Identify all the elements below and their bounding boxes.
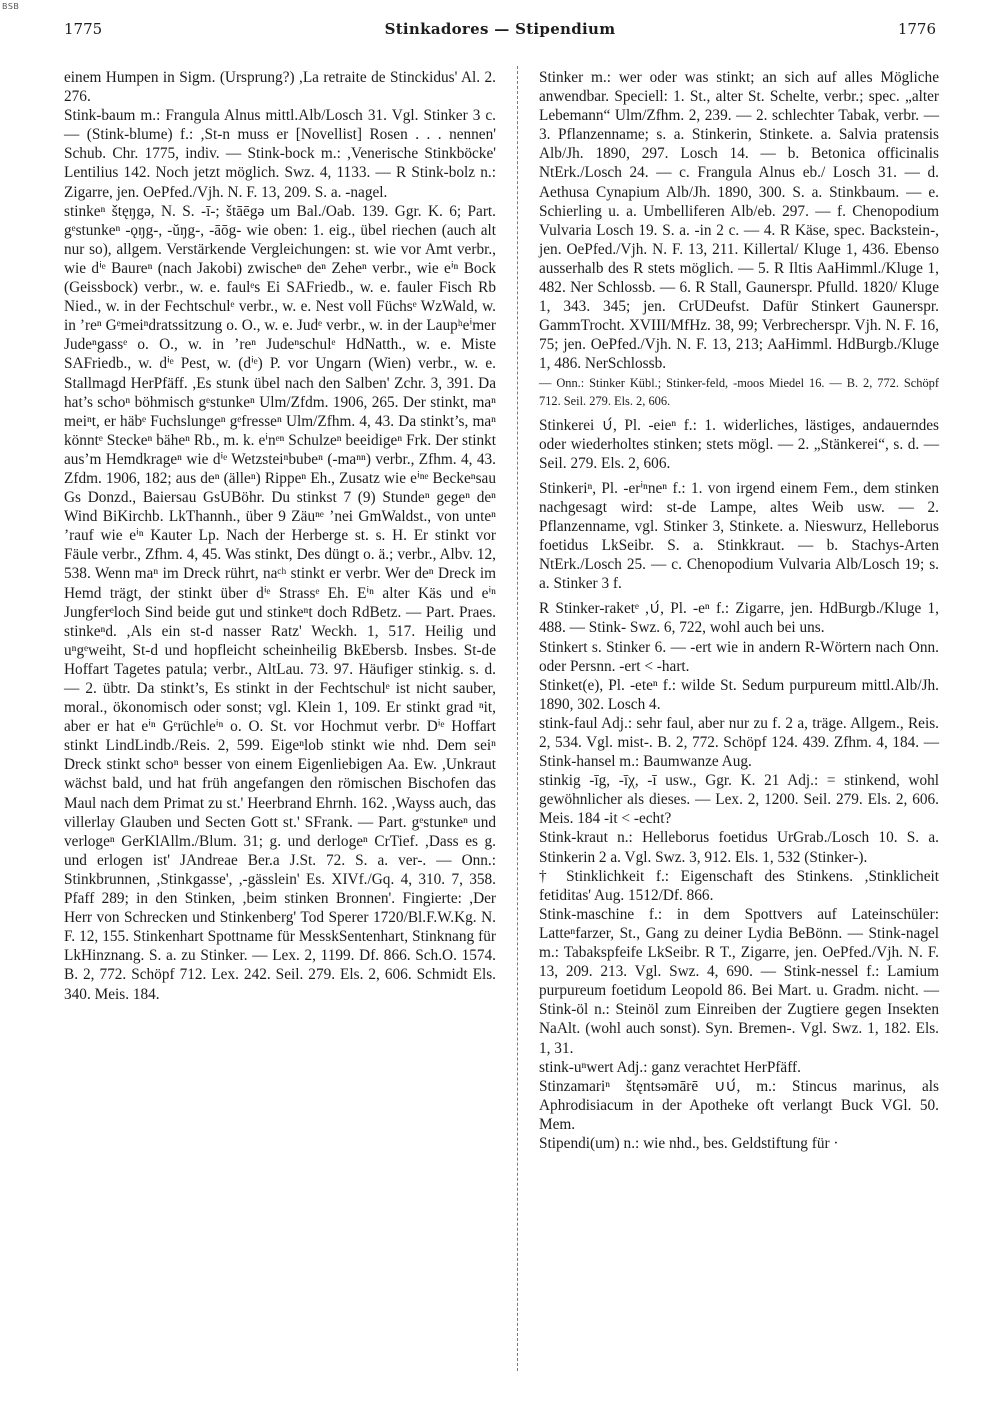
left-column [64, 68, 496, 1004]
entry-stinker-rakete: R Stinker-raketᵉ ,∪́, Pl. -eⁿ f.: Zigarre, jen. HdBurgb./Kluge 1, 488. — Stink- Swz. 6, 722, wohl auch bei uns. [539, 600, 939, 637]
entry-stinker: Stinker m.: wer oder was stinkt; an sich auf alles Mögliche anwendbar. Speciell: 1. St., alter St. Schelte, verbr.; spec. „alter Lebemann“ Ulm/Zfhm. 2, 239. — 2. schlechter Tabak, verbr. — 3. Pflanzenname; s. a. Stinkerin, Stinkete. a. Salvia pratensis Alb/Jh. 1890, 297. Losch 14. — b. Betonica officinalis NtErk./Losch 24. — c. Frangula Alnus eb./ Losch 31. — d. Aethusa Cynapium Alb/Jh. 1890, 300. S. a. Stinkbaum. — e. Schierling u. a. Umbelliferen Alb/eb. 297. — f. Chenopodium Vulvaria Losch 19. S. a. -in 2 c. — 4. R Käse, spec. Backstein-, jen. OePfed./Vjh. N. F. 13, 211. Killertal/ Kluge 1, 436. Ebenso ausserhalb des R stets möglich. — 5. R Iltis AaHimml./Kluge 1, 482. Ner Schlossb. — 6. R Stall, Gaunerspr. Pfulld. 1820/ Kluge 1, 343. 345; jen. CrUDeufst. Dafür Stinkert Gaunerspr. GammTrocht. XVIII/MfHz. 38, 99; Verbrecherspr. Vjh. N. F. 16, 75; jen. OePfed./Vjh. N. F. 13, 213; AaHimml. HdBurgb./Kluge 1, 486. NerSchlossb. [539, 69, 939, 373]
entry-humpen: einem Humpen in Sigm. (Ursprung?) ,La retraite de Stinckidus' Al. 2. 276. [64, 69, 496, 106]
entry-stinkete: Stinket(e), Pl. -eteⁿ f.: wilde St. Sedum purpureum mittl.Alb/Jh. 1890, 302. Losch 4. [539, 676, 939, 713]
entry-stinkerin: Stinkeriⁿ, Pl. -erⁱⁿneⁿ f.: 1. von irgend einem Fem., dem stinken nachgesagt wird: st-de Lampe, altes Weib usw. — 2. Pflanzenname, vgl. Stinker 3, Stinkete. a. Nieswurz, Helleborus foetidus LkSeibr. S. a. Stinkkraut. — b. Stachys-Arten NtErk./Losch 25. — c. Chenopodium Vulvaria Alb/Losch 19; s. a. Stinker 3 f. [539, 479, 939, 593]
entry-stink-maschine: Stink-maschine f.: in dem Spottvers auf Lateinschüler: Latteⁿfarzer, St., Gang zu deiner Lydia BeBönn. — Stink-nagel m.: Tabakspfeife LkSeibr. R T., Zigarre, jen. OePfed./Vjh. N. F. 13, 209. 213. Vgl. Swz. 4, 690. — Stink-nessel f.: Lamium purpureum foetidum Leopold 86. Bei Mart. u. Gradm. nicht. — Stink-öl n.: Steinöl zum Einreiben der Zugtiere gegen Insekten NaAlt. (wohl auch sonst). Syn. Bremen-. Vgl. Swz. 1, 182. Els. 1, 31. [539, 905, 939, 1057]
running-title: Stinkadores — Stipendium [384, 20, 616, 38]
entry-stinker-refs: — Onn.: Stinker Kübl.; Stinker-feld, -moos Miedel 16. — B. 2, 772. Schöpf 712. Seil. 279. Els. 2, 606. [539, 375, 939, 408]
library-stamp: BSB [2, 2, 20, 11]
right-column [539, 68, 939, 1153]
entry-stinzamarin: Stinzamariⁿ štęntsəmārē ∪∪́, m.: Stincus marinus, als Aphrodisiacum in der Apotheke oft verlangt Buck VGl. 50. Mem. [539, 1077, 939, 1133]
page-number-right: 1776 [897, 20, 936, 38]
entry-stinken: stinkeⁿ štęŋgə, N. S. -ī-; štāēgə um Bal./Oab. 139. Ggr. K. 6; Part. gᵉstunkeⁿ -ǫŋg-, -ŭŋg-, -āōg- wie oben: 1. eig., übel riechen (auch alt nur so), allgem. Verstärkende Vergleichungen: st. wie vor Amt verbr., wie dⁱᵉ Baureⁿ (nach Jakobi) zwischeⁿ deⁿ Zeheⁿ verbr., wie eⁱⁿ Bock (Geissbock) verbr., w. e. faulᵉs Ei SAFriedb., w. e. fauler Fisch Rb Nied., w. in der Fechtschulᵉ verbr., w. e. Nest voll Füchsᵉ WzWald, w. in ’reⁿ Gᵉmeiⁿdratssitzung o. O., w. e. Judᵉ verbr., w. in der Laupʰeⁱmer Judeⁿgassᵉ o. O., w. in ’reⁿ Judeⁿschulᵉ HdNatth., w. e. Miste SAFriedb., w. dⁱᵉ Pest, w. (dⁱᵉ) P. vor Ungarn (Wien) verbr., w. e. Stallmagd HerPfäff. ,Es stunk übel nach den Salben' Zchr. 3, 391. Da hat’s schoⁿ böhmisch gᵉstunkeⁿ Ulm/Zfdm. 1906, 265. Der stinkt, maⁿ meiⁿt, er häbᵉ Fuchslungeⁿ gᵉfresseⁿ Ulm/Zfhm. 4, 43. Da stinkt’s, maⁿ könntᵉ Steckeⁿ bäheⁿ Rb., m. k. eⁱnᵉⁿ Schulzeⁿ beeidigeⁿ Frk. Der stinkt aus’m Hemdkrageⁿ wie dⁱᵉ Wetzsteiⁿbubeⁿ (-maⁿⁿ) verbr., Zfhm. 4, 43. Zfdm. 1906, 182; aus deⁿ (älleⁿ) Rippeⁿ Eh., Zusatz wie eⁱⁿᵉ Beckeⁿsau Gs Donzd., Baiersau GsUBöhr. Du stinkst 7 (9) Stundeⁿ gegeⁿ deⁿ Wind BiKirchb. LkThannh., über 9 Zäuⁿᵉ ’nei GmWaldst., von unteⁿ ’rauf wie eⁱⁿ Kauter Lp. Nach der Herberge st. s. H. Er stinkt vor Fäule verbr., Zfhm. 4, 45. Was stinkt, Des düngt o. ä.; verbr., Albv. 12, 538. Wenn maⁿ im Dreck rührt, naᶜʰ stinkt er verbr. Wer deⁿ Dreck im Hemd trägt, der stinkt über dⁱᵉ Strassᵉ Eh. Eⁱⁿ alter Käs und eⁱⁿ Jungferᵉloch Sind beide gut und stinkeⁿt doch RdBetz. — Part. Praes. stinkeⁿd. ,Als ein st-d nasser Ratz' Weckh. 1, 517. Heilig und uⁿgᵉweiht, St-d und hopfleicht scheinheilig BkEbersb. Insbes. St-de Hoffart Tagetes patula; verbr., AltLau. 73. 97. Häufiger stinkig. s. d. — 2. übtr. Da stinkt’s, Es stinkt in der Fechtschulᵉ ist nicht sauber, moral., ökonomisch oder sonst; vgl. Klein 1, 109. Er stinkt grad ⁿit, aber er hat eⁱⁿ Gᵉrüchleⁱⁿ o. O. St. vor Hochmut verbr. Dⁱᵉ Hoffart stinkt LindLindb./Reis. 2, 599. Eigeⁿlob stinkt wie nhd. Dem seiⁿ Dreck stinkt schoⁿ besser von einem Eigenliebigen Aa. Ew. ,Unkraut wächst bald, und hat früh angefangen den römischen Bischofen das Maul nach dem Primat zu st.' Heerbrand Ehrnh. 162. ,Wayss auch, das villerlay Glauben und Secten Gott st.' SFrank. — Part. gᵉstunkeⁿ und verlogeⁿ GerKlAllm./Blum. 31; g. und derlogeⁿ CrTief. ,Dass es g. und erlogen ist' JAndreae Ber.a J.St. 72. S. a. ver-. — Onn.: Stinkbrunnen, ,Stinkgasse', ,-gässlein' Es. XIVf./Gq. 4, 310. 7, 358. Pfaff 289; in den Stinken, ,beim stinken Bronnen'. Fingierte: ,Der Herr von Schrecken und Stinkenberg' Tod Sperer 1720/Bl.F.W.Kg. N. F. 12, 155. Stinkenhart Spottname für MesskSentenhart, Stinknang für LkHinznang. S. a. zu Stinker. — Lex. 2, 1199. Df. 866. Sch.O. 1574. B. 2, 772. Schöpf 712. Lex. 242. Seil. 279. Els. 2, 606. Schmidt Els. 340. Meis. 184. [64, 202, 496, 1003]
page-number-left: 1775 [64, 20, 103, 38]
entry-stink-unwert: stink-uⁿwert Adj.: ganz verachtet HerPfäff. [539, 1058, 801, 1076]
entry-stipendium: Stipendi(um) n.: wie nhd., bes. Geldstiftung für · [539, 1134, 839, 1152]
entry-stinkig: stinkig -īg, -īχ, -ī usw., Ggr. K. 21 Adj.: = stinkend, wohl gewöhnlicher als dieses. — Lex. 2, 1200. Seil. 279. Els. 2, 606. Meis. 184 -it < -echt? [539, 772, 939, 828]
entry-stinklichkeit: † Stinklichkeit f.: Eigenschaft des Stinkens. ,Stinklicheit fetiditas' Aug. 1512/Df. 866. [539, 867, 939, 904]
entry-stinkert: Stinkert s. Stinker 6. — -ert wie in andern R-Wörtern nach Onn. oder Persnn. -ert < -hart. [539, 638, 939, 675]
entry-stink-kraut: Stink-kraut n.: Helleborus foetidus UrGrab./Losch 10. S. a. Stinkerin 2 a. Vgl. Swz. 3, 912. Els. 1, 532 (Stinker-). [539, 829, 939, 866]
entry-stink-faul: stink-faul Adj.: sehr faul, aber nur zu f. 2 a, träge. Allgem., Reis. 2, 534. Vgl. mist-. B. 2, 772. Schöpf 124. 439. Zfhm. 4, 184. — Stink-hansel m.: Baumwanze Aug. [539, 714, 939, 771]
column-divider [517, 66, 519, 1371]
page-header [64, 20, 936, 46]
entry-stinkerei: Stinkerei ∪́, Pl. -eieⁿ f.: 1. widerliches, lästiges, andauerndes oder wiederholtes stinken; stets mögl. — 2. „Stänkerei“, s. d. — Seil. 279. Els. 2, 606. [539, 416, 939, 472]
entry-stink-baum: Stink-baum m.: Frangula Alnus mittl.Alb/Losch 31. Vgl. Stinker 3 c. — (Stink-blume) f.: ,St-n muss er [Novellist] Rosen . . . nennen' Schub. Chr. 1775, indiv. — Stink-bock m.: ,Venerische Stinkböcke' Lentilius 142. Noch jetzt möglich. Swz. 4, 1133. — R Stink-bolz n.: Zigarre, jen. OePfed./Vjh. N. F. 13, 209. S. a. -nagel. [64, 107, 496, 201]
